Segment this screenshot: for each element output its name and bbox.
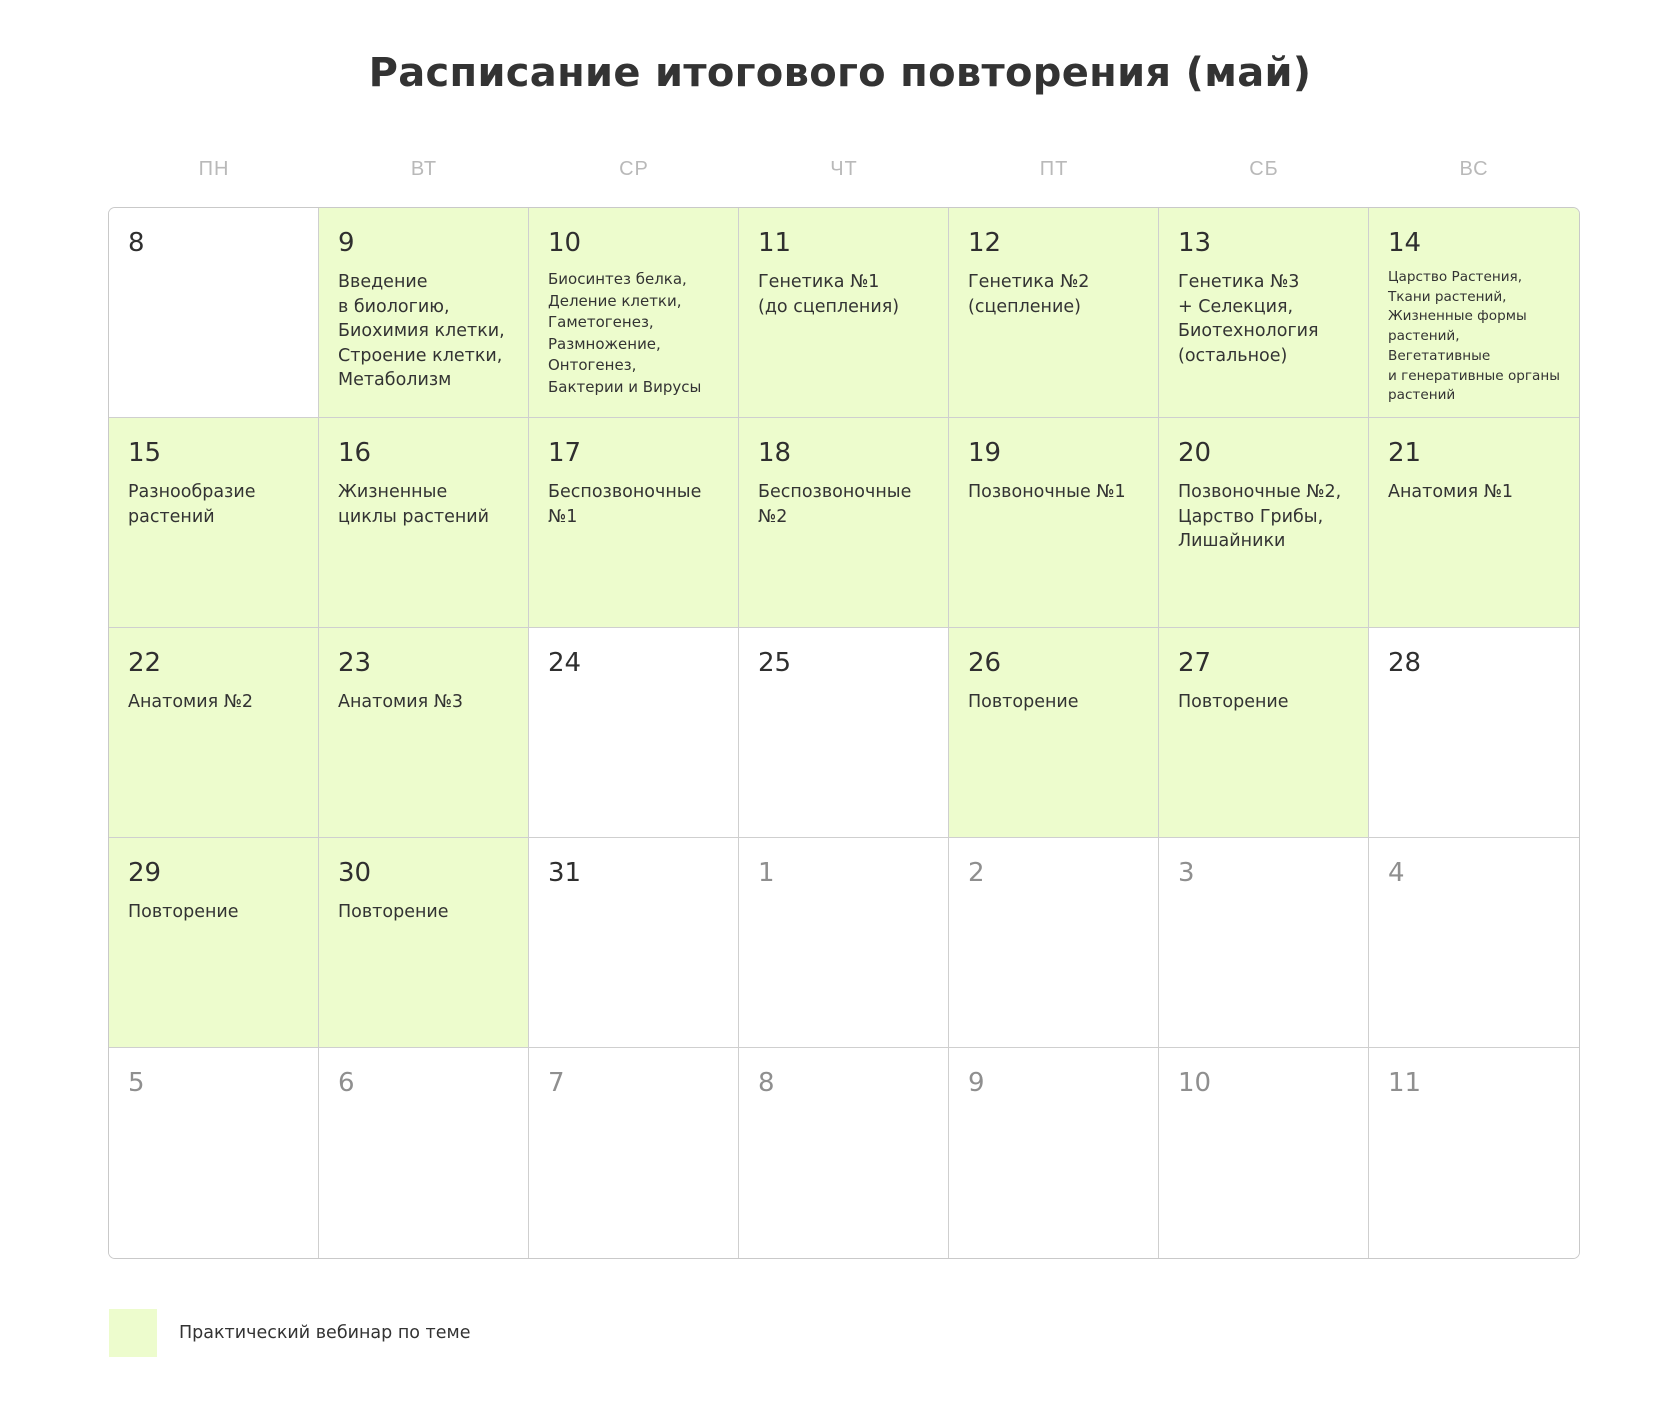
calendar-day-cell <box>319 1048 529 1258</box>
day-topic: Генетика №3 + Селекция, Биотехнология (остальное) <box>1178 272 1319 366</box>
calendar-day-cell <box>529 628 739 838</box>
day-number: 26 <box>968 648 1002 678</box>
calendar-day-cell-webinar <box>529 208 739 418</box>
calendar-day-cell-webinar <box>319 838 529 1048</box>
legend-label: Практический вебинар по теме <box>179 1323 471 1343</box>
day-topic: Повторение <box>968 692 1079 712</box>
day-number: 15 <box>128 438 162 468</box>
calendar-day-cell <box>739 838 949 1048</box>
calendar-day-cell-webinar <box>109 628 319 838</box>
day-topic: Анатомия №3 <box>338 692 464 712</box>
calendar-day-cell-webinar <box>949 208 1159 418</box>
day-number: 31 <box>548 858 582 888</box>
day-number: 7 <box>548 1068 565 1098</box>
calendar-day-cell <box>1369 628 1579 838</box>
day-number: 30 <box>338 858 372 888</box>
calendar-day-cell-webinar <box>949 628 1159 838</box>
day-topic: Беспозвоночные №2 <box>758 482 912 527</box>
calendar-day-cell-webinar <box>1369 418 1579 628</box>
calendar-day-cell <box>949 838 1159 1048</box>
day-number: 29 <box>128 858 162 888</box>
day-number: 27 <box>1178 648 1212 678</box>
day-number: 21 <box>1388 438 1422 468</box>
day-number: 12 <box>968 228 1002 258</box>
day-number: 4 <box>1388 858 1405 888</box>
weekday-label: ЧТ <box>830 158 858 180</box>
weekday-label: СР <box>619 158 649 180</box>
day-topic: Анатомия №1 <box>1388 482 1514 502</box>
day-number: 24 <box>548 648 582 678</box>
day-number: 9 <box>338 228 355 258</box>
calendar-day-cell-webinar <box>739 418 949 628</box>
weekday-label: ПТ <box>1039 158 1069 180</box>
calendar-day-cell-webinar <box>319 418 529 628</box>
day-number: 3 <box>1178 858 1195 888</box>
calendar-day-cell-webinar <box>1159 208 1369 418</box>
day-topic: Жизненные циклы растений <box>338 482 490 527</box>
day-number: 1 <box>758 858 775 888</box>
day-number: 6 <box>338 1068 355 1098</box>
calendar-day-cell-webinar <box>1369 208 1579 418</box>
calendar-day-cell-webinar <box>1159 418 1369 628</box>
day-number: 11 <box>758 228 792 258</box>
calendar-day-cell-webinar <box>739 208 949 418</box>
weekday-label: ВС <box>1459 158 1489 180</box>
day-number: 13 <box>1178 228 1212 258</box>
weekday-label: СБ <box>1249 158 1279 180</box>
day-number: 28 <box>1388 648 1422 678</box>
calendar-day-cell <box>109 1048 319 1258</box>
day-number: 8 <box>128 228 145 258</box>
weekday-header <box>109 158 1579 188</box>
day-number: 14 <box>1388 228 1422 258</box>
calendar-day-cell <box>949 1048 1159 1258</box>
calendar-day-cell <box>1369 838 1579 1048</box>
calendar-day-cell <box>739 1048 949 1258</box>
calendar-day-cell-webinar <box>319 628 529 838</box>
day-number: 9 <box>968 1068 985 1098</box>
day-topic: Анатомия №2 <box>128 692 254 712</box>
legend-swatch-webinar <box>109 1309 157 1357</box>
day-number: 10 <box>548 228 582 258</box>
day-number: 18 <box>758 438 792 468</box>
calendar-day-cell <box>1159 838 1369 1048</box>
day-number: 11 <box>1388 1068 1422 1098</box>
calendar-day-cell <box>109 208 319 418</box>
calendar-day-cell-webinar <box>1159 628 1369 838</box>
calendar-day-cell-webinar <box>109 418 319 628</box>
weekday-label: ВТ <box>410 158 438 180</box>
day-topic: Повторение <box>128 902 239 922</box>
legend <box>109 1309 470 1357</box>
page-title: Расписание итогового повторения (май) <box>368 50 1312 96</box>
day-topic: Царство Растения, Ткани растений, Жизненные формы растений, Вегетативные и генеративные органы растений <box>1388 269 1560 404</box>
day-number: 20 <box>1178 438 1212 468</box>
calendar-day-cell-webinar <box>319 208 529 418</box>
day-topic: Генетика №1 (до сцепления) <box>758 272 900 317</box>
day-number: 5 <box>128 1068 145 1098</box>
calendar-day-cell <box>529 1048 739 1258</box>
day-topic: Повторение <box>338 902 449 922</box>
day-number: 10 <box>1178 1068 1212 1098</box>
day-number: 23 <box>338 648 372 678</box>
weekday-label: ПН <box>198 158 230 180</box>
calendar-day-cell <box>529 838 739 1048</box>
day-number: 2 <box>968 858 985 888</box>
calendar-grid <box>109 208 1579 1258</box>
calendar-day-cell-webinar <box>529 418 739 628</box>
calendar-day-cell <box>1369 1048 1579 1258</box>
calendar-day-cell <box>739 628 949 838</box>
day-number: 25 <box>758 648 792 678</box>
calendar-day-cell <box>1159 1048 1369 1258</box>
day-topic: Биосинтез белка, Деление клетки, Гаметогенез, Размножение, Онтогенез, Бактерии и Вирусы <box>548 270 702 396</box>
calendar-day-cell-webinar <box>109 838 319 1048</box>
day-number: 22 <box>128 648 162 678</box>
day-number: 19 <box>968 438 1002 468</box>
day-topic: Введение в биологию, Биохимия клетки, Строение клетки, Метаболизм <box>338 272 505 390</box>
day-topic: Разнообразие растений <box>128 482 256 527</box>
day-number: 16 <box>338 438 372 468</box>
day-topic: Позвоночные №1 <box>968 482 1126 502</box>
day-topic: Повторение <box>1178 692 1289 712</box>
day-topic: Позвоночные №2, Царство Грибы, Лишайники <box>1178 482 1342 551</box>
day-number: 17 <box>548 438 582 468</box>
day-number: 8 <box>758 1068 775 1098</box>
calendar-day-cell-webinar <box>949 418 1159 628</box>
day-topic: Беспозвоночные №1 <box>548 482 702 527</box>
day-topic: Генетика №2 (сцепление) <box>968 272 1090 317</box>
